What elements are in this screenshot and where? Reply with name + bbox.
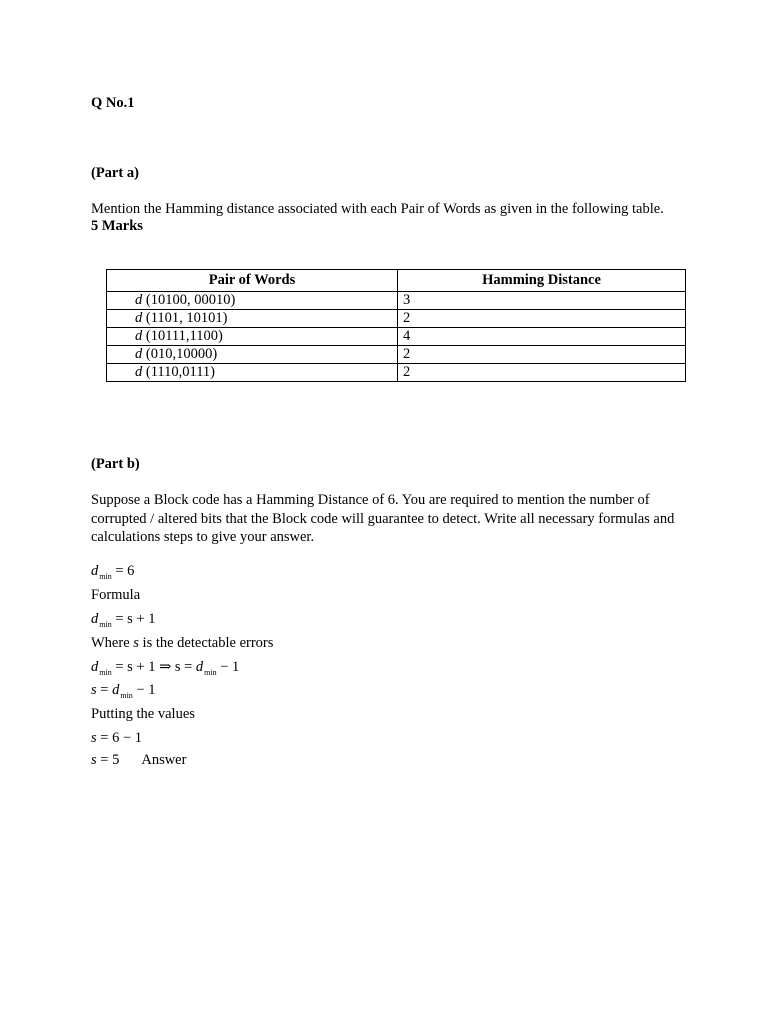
pair-var: d xyxy=(135,328,143,344)
min-subscript: min xyxy=(99,572,112,581)
substitute-rhs: = 6 − 1 xyxy=(96,730,143,746)
table-header-row xyxy=(107,270,686,292)
s-var: s xyxy=(91,752,97,768)
table-row xyxy=(107,346,686,364)
solution-line-rearrange xyxy=(91,659,239,677)
d-var: d xyxy=(91,659,99,675)
distance-cell: 3 xyxy=(398,292,686,310)
minus-one: − 1 xyxy=(132,682,156,698)
formula-label: Formula xyxy=(91,587,141,603)
header-pair-of-words: Pair of Words xyxy=(107,270,398,292)
s-var: s xyxy=(91,682,97,698)
part-a-instruction: Mention the Hamming distance associated with each Pair of Words as given in the following table. xyxy=(91,201,664,217)
pair-words: (1110,0111) xyxy=(145,364,216,380)
table-row xyxy=(107,328,686,346)
min-subscript: min xyxy=(99,668,112,677)
solution-line-dmin-value xyxy=(91,563,134,581)
min-subscript: min xyxy=(99,620,112,629)
part-b-heading: (Part b) xyxy=(91,456,140,472)
formula-rhs: = s + 1 xyxy=(115,611,156,627)
pair-var: d xyxy=(135,310,143,326)
where-suffix: is the detectable errors xyxy=(138,635,274,651)
d-var: d xyxy=(112,682,120,698)
header-hamming-distance: Hamming Distance xyxy=(398,270,686,292)
rearrange-mid: = s + 1 ⇒ s = xyxy=(115,659,196,675)
pair-var: d xyxy=(135,364,143,380)
distance-cell: 2 xyxy=(398,310,686,328)
solution-line-answer xyxy=(91,752,186,769)
answer-value: = 5 xyxy=(96,752,120,768)
table-row xyxy=(107,292,686,310)
distance-cell: 2 xyxy=(398,346,686,364)
d-var: d xyxy=(91,611,99,627)
question-number: Q No.1 xyxy=(91,95,135,111)
part-a-heading: (Part a) xyxy=(91,165,139,181)
putting-values-label: Putting the values xyxy=(91,706,195,722)
solution-line-substitute xyxy=(91,730,142,747)
pair-cell xyxy=(107,346,398,364)
hamming-distance-table xyxy=(106,269,686,382)
where-prefix: Where xyxy=(91,635,134,651)
solution-line-s-formula xyxy=(91,682,155,700)
pair-words: (1101, 10101) xyxy=(145,310,228,326)
pair-var: d xyxy=(135,292,143,308)
part-a-marks: 5 Marks xyxy=(91,218,143,234)
table-row xyxy=(107,364,686,382)
pair-var: d xyxy=(135,346,143,362)
pair-cell xyxy=(107,310,398,328)
distance-cell: 2 xyxy=(398,364,686,382)
d-var: d xyxy=(195,659,204,675)
pair-cell xyxy=(107,364,398,382)
part-b-problem: Suppose a Block code has a Hamming Distance of 6. You are required to mention the number of corrupted / altered bits that the Block code will guarantee to detect. Write all necessary formulas and calculations steps to give your answer. xyxy=(91,492,675,545)
table-row xyxy=(107,310,686,328)
min-subscript: min xyxy=(204,668,217,677)
pair-cell xyxy=(107,328,398,346)
min-subscript: min xyxy=(120,691,133,700)
dmin-value: = 6 xyxy=(115,563,135,579)
where-line xyxy=(91,635,273,652)
answer-label: Answer xyxy=(141,752,187,768)
equals: = xyxy=(96,682,113,698)
s-var: s xyxy=(133,635,139,651)
solution-line-formula xyxy=(91,611,155,629)
pair-words: (10111,1100) xyxy=(145,328,223,344)
pair-words: (010,10000) xyxy=(145,346,218,362)
pair-cell xyxy=(107,292,398,310)
s-var: s xyxy=(91,730,97,746)
pair-words: (10100, 00010) xyxy=(145,292,236,308)
minus-one: − 1 xyxy=(216,659,240,675)
distance-cell: 4 xyxy=(398,328,686,346)
d-var: d xyxy=(91,563,99,579)
